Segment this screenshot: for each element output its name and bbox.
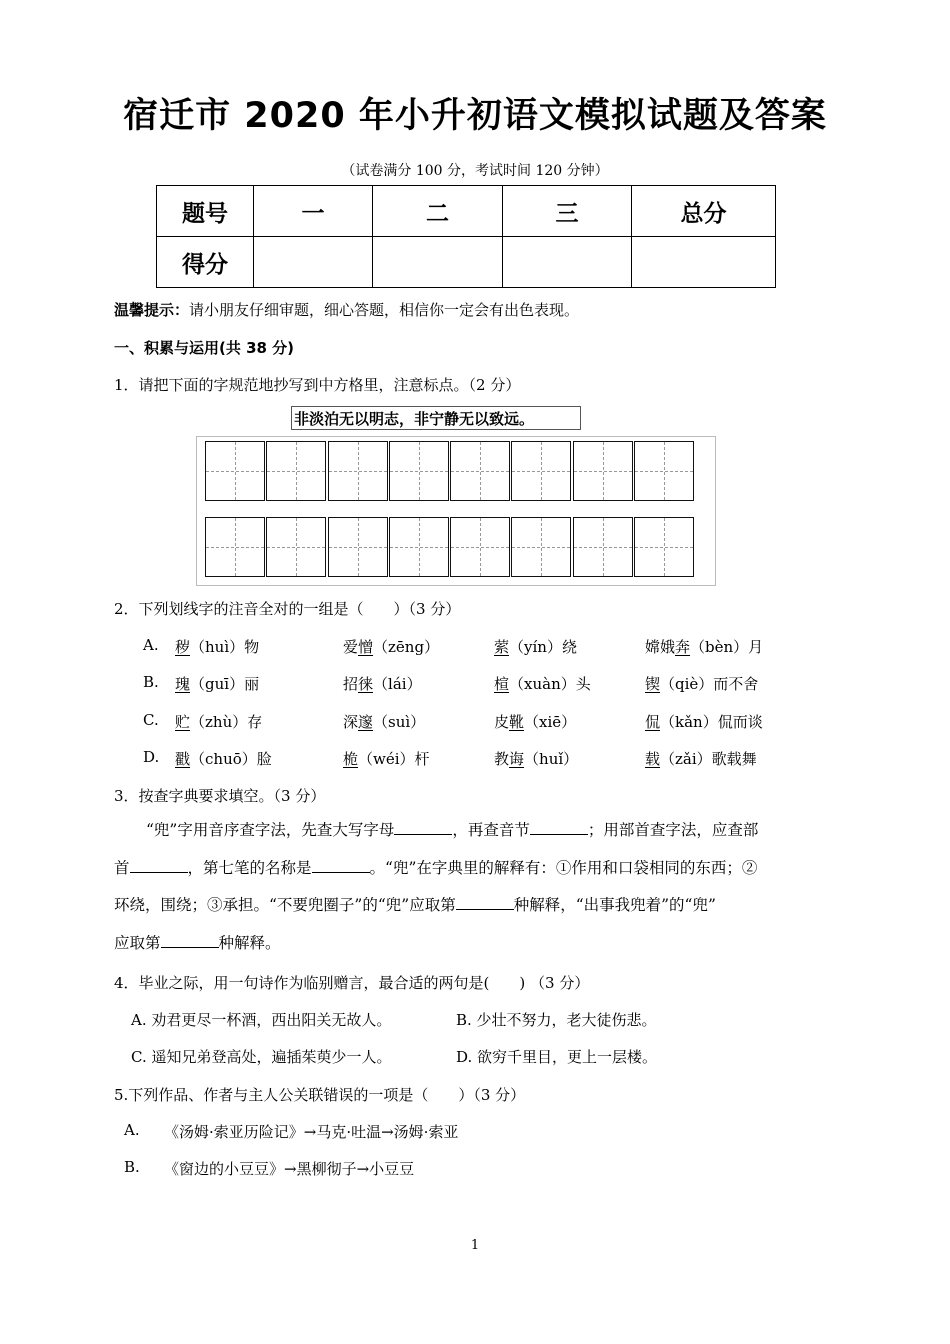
- score-table-score-row: [157, 237, 776, 288]
- item-pinyin: （zǎi）歌载舞: [660, 750, 757, 768]
- writing-grid-row: [205, 441, 695, 503]
- answer-blank[interactable]: [161, 933, 219, 948]
- option-item[interactable]: [645, 748, 757, 769]
- underlined-char: 侃: [645, 713, 661, 731]
- grid-cell[interactable]: [205, 517, 265, 577]
- grid-cell[interactable]: [634, 441, 694, 501]
- q4-option-a[interactable]: A. 劝君更尽一杯酒，西出阳关无故人。: [131, 1011, 392, 1029]
- q3-text: 。“兜”在字典里的解释有：①作用和口袋相同的东西；②: [369, 858, 758, 877]
- score-table-header-cell: 一: [254, 186, 373, 237]
- grid-cell[interactable]: [450, 517, 510, 577]
- underlined-char: 徕: [358, 675, 374, 693]
- copy-sentence-box: 非淡泊无以明志，非宁静无以致远。: [291, 406, 581, 430]
- grid-cell[interactable]: [266, 517, 326, 577]
- score-row-label: 得分: [157, 237, 254, 288]
- grid-cell[interactable]: [389, 517, 449, 577]
- item-pinyin: （guī）丽: [190, 675, 260, 693]
- item-pinyin: （suì）: [373, 713, 426, 731]
- answer-blank[interactable]: [456, 895, 514, 910]
- underlined-char: 楦: [494, 675, 510, 693]
- underlined-char: 诲: [509, 750, 525, 768]
- underlined-char: 邃: [358, 713, 374, 731]
- question-3-body: [114, 812, 844, 887]
- score-cell[interactable]: [632, 237, 776, 288]
- option-item[interactable]: [175, 711, 262, 732]
- option-item[interactable]: [343, 711, 425, 732]
- option-item[interactable]: [645, 636, 763, 657]
- grid-cell[interactable]: [328, 517, 388, 577]
- underlined-char: 贮: [175, 713, 191, 731]
- tip-text: 请小朋友仔细审题，细心答题，相信你一定会有出色表现。: [189, 301, 580, 319]
- score-table-header-cell: 题号: [157, 186, 254, 237]
- item-prefix: 深: [343, 713, 359, 731]
- item-pinyin: （wéi）杆: [358, 750, 430, 768]
- score-table: [156, 185, 776, 288]
- q3-text: “兜”字用音序查字法，先查大写字母: [146, 821, 395, 839]
- item-pinyin: （zhù）存: [190, 713, 263, 731]
- score-cell[interactable]: [254, 237, 373, 288]
- underlined-char: 桅: [343, 750, 359, 768]
- item-pinyin: （zēng）: [373, 638, 440, 656]
- q4-option-b[interactable]: B. 少壮不努力，老大徒伤悲。: [456, 1011, 657, 1029]
- item-pinyin: （xiē）: [524, 713, 577, 731]
- question-3-body-cont: [114, 887, 844, 962]
- tip-line: [114, 299, 579, 320]
- item-prefix: 教: [494, 750, 510, 768]
- q3-text: ，再查音节: [452, 821, 530, 839]
- section-heading: 一、积累与运用(共 38 分): [114, 339, 295, 357]
- underlined-char: 载: [645, 750, 661, 768]
- q3-text: 种解释，“出事我兜着”的“兜”: [513, 896, 716, 914]
- item-prefix: 皮: [494, 713, 510, 731]
- option-item[interactable]: [645, 711, 763, 732]
- question-1-stem: 1．请把下面的字规范地抄写到中方格里，注意标点。（2 分）: [114, 376, 521, 394]
- option-letter: D.: [143, 748, 160, 766]
- score-cell[interactable]: [503, 237, 632, 288]
- item-pinyin: （chuō）脸: [190, 750, 272, 768]
- grid-cell[interactable]: [573, 441, 633, 501]
- score-table-header-cell: 三: [503, 186, 632, 237]
- option-item[interactable]: [343, 748, 430, 769]
- underlined-char: 靴: [509, 713, 525, 731]
- item-pinyin: （qiè）而不舍: [660, 675, 759, 693]
- grid-cell[interactable]: [266, 441, 326, 501]
- q3-text: 应取第: [114, 933, 161, 952]
- question-3-stem: 3．按查字典要求填空。（3 分）: [114, 787, 326, 805]
- q3-text: 环绕，围绕；③承担。“不要兜圈子”的“兜”应取第: [114, 896, 456, 914]
- item-pinyin: （bèn）月: [690, 638, 764, 656]
- option-letter: B.: [143, 673, 159, 691]
- grid-cell[interactable]: [389, 441, 449, 501]
- option-item[interactable]: [175, 673, 259, 694]
- grid-cell[interactable]: [450, 441, 510, 501]
- grid-cell[interactable]: [634, 517, 694, 577]
- score-table-header-cell: 总分: [632, 186, 776, 237]
- answer-blank[interactable]: [312, 858, 370, 873]
- option-text: 《窗边的小豆豆》→黑柳彻子→小豆豆: [164, 1160, 415, 1178]
- item-pinyin: （huì）物: [190, 638, 260, 656]
- grid-cell[interactable]: [511, 441, 571, 501]
- page-number: 1: [470, 1238, 480, 1253]
- question-5-stem: 5.下列作品、作者与主人公关联错误的一项是（ ）（3 分）: [114, 1086, 526, 1104]
- page-title: 宿迁市 2020 年小升初语文模拟试题及答案: [123, 96, 827, 136]
- underlined-char: 秽: [175, 638, 191, 656]
- item-pinyin: （huǐ）: [524, 750, 579, 768]
- option-item[interactable]: [343, 636, 439, 657]
- grid-cell[interactable]: [328, 441, 388, 501]
- q4-option-c[interactable]: C. 遥知兄弟登高处，遍插茱萸少一人。: [131, 1048, 392, 1066]
- q4-option-d[interactable]: D. 欲穷千里目，更上一层楼。: [456, 1048, 658, 1066]
- option-item[interactable]: [645, 673, 758, 694]
- grid-cell[interactable]: [205, 441, 265, 501]
- tip-label: 温馨提示：: [114, 301, 190, 319]
- question-2-stem: 2．下列划线字的注音全对的一组是（ ）（3 分）: [114, 600, 461, 618]
- q3-text: ，第七笔的名称是: [187, 858, 312, 877]
- q3-text: 首: [114, 858, 130, 877]
- option-letter: A.: [143, 636, 159, 654]
- option-letter: C.: [143, 711, 159, 729]
- option-item[interactable]: [494, 748, 578, 769]
- writing-grid: [196, 436, 716, 586]
- answer-blank[interactable]: [130, 858, 188, 873]
- option-item[interactable]: [343, 673, 422, 694]
- grid-cell[interactable]: [573, 517, 633, 577]
- q3-text: 种解释。: [218, 933, 281, 952]
- item-pinyin: （kǎn）侃而谈: [660, 713, 763, 731]
- answer-blank[interactable]: [394, 820, 452, 835]
- underlined-char: 戳: [175, 750, 191, 768]
- exam-info: （试卷满分 100 分，考试时间 120 分钟）: [341, 163, 609, 179]
- option-item[interactable]: [175, 748, 272, 769]
- option-item[interactable]: [494, 673, 591, 694]
- option-item[interactable]: [494, 711, 576, 732]
- question-4-stem: 4．毕业之际，用一句诗作为临别赠言，最合适的两句是( ) （3 分）: [114, 974, 590, 992]
- underlined-char: 瑰: [175, 675, 191, 693]
- answer-blank[interactable]: [530, 820, 588, 835]
- item-pinyin: （xuàn）头: [509, 675, 591, 693]
- item-pinyin: （lái）: [373, 675, 422, 693]
- item-prefix: 招: [343, 675, 359, 693]
- underlined-char: 锲: [645, 675, 661, 693]
- writing-grid-row: [205, 517, 695, 579]
- q3-text: ；用部首查字法，应查部: [587, 821, 759, 839]
- option-item[interactable]: [494, 636, 577, 657]
- score-table-header-row: [157, 186, 776, 237]
- item-prefix: 爱: [343, 638, 359, 656]
- underlined-char: 憎: [358, 638, 374, 656]
- option-item[interactable]: [175, 636, 259, 657]
- item-prefix: 嫦娥: [645, 638, 676, 656]
- score-table-header-cell: 二: [373, 186, 503, 237]
- option-text: 《汤姆·索亚历险记》→马克·吐温→汤姆·索亚: [164, 1123, 459, 1141]
- option-letter: B.: [124, 1158, 140, 1176]
- option-letter: A.: [124, 1121, 140, 1139]
- item-pinyin: （yín）绕: [509, 638, 577, 656]
- grid-cell[interactable]: [511, 517, 571, 577]
- underlined-char: 奔: [675, 638, 691, 656]
- underlined-char: 萦: [494, 638, 510, 656]
- score-cell[interactable]: [373, 237, 503, 288]
